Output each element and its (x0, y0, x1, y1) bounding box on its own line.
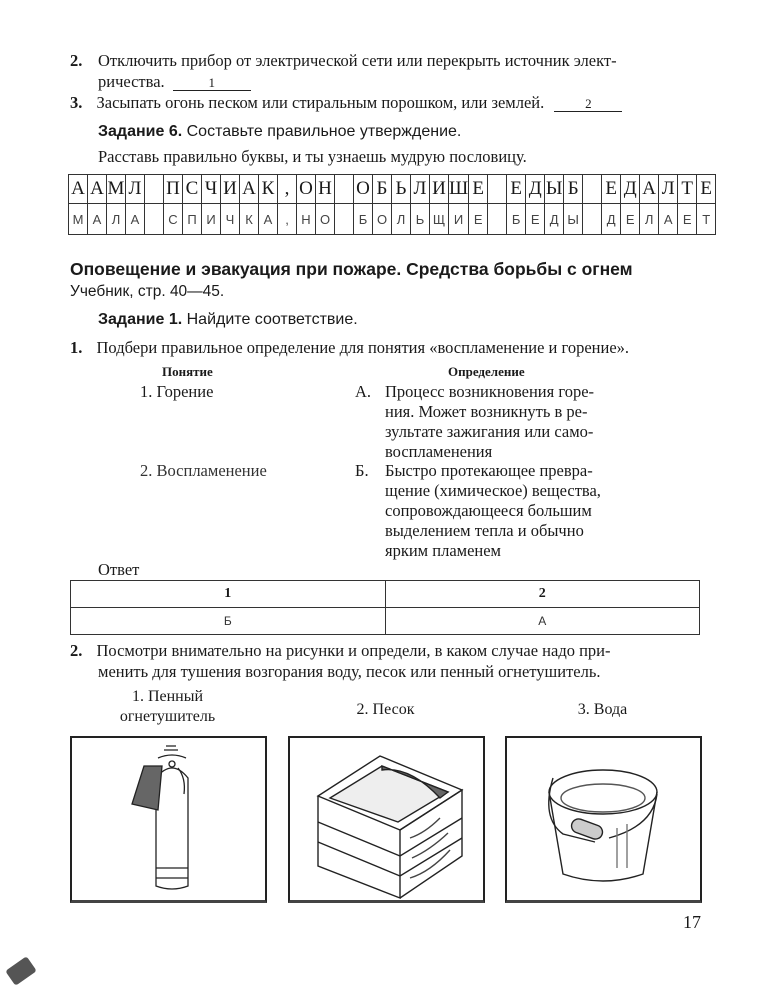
definition-text (385, 461, 601, 561)
empty-cell (335, 175, 354, 204)
letter-cell: Ч (202, 175, 221, 204)
letter-cell[interactable]: Т (697, 204, 716, 235)
letter-cell: К (259, 175, 278, 204)
picture-frame (505, 736, 702, 903)
item-2 (70, 50, 617, 71)
letter-cell[interactable]: Б (507, 204, 526, 235)
item-2-line2 (98, 71, 251, 92)
definition-text (385, 382, 594, 462)
letter-cell: П (164, 175, 183, 204)
letter-cell: Д (621, 175, 640, 204)
letter-cell: М (107, 175, 126, 204)
letter-cell: Н (316, 175, 335, 204)
letter-cell[interactable]: Н (297, 204, 316, 235)
definition-line: выделением тепла и обычно (385, 521, 584, 540)
letter-cell: И (430, 175, 449, 204)
letter-cell: Е (602, 175, 621, 204)
definition-letter: Б. (355, 461, 369, 480)
letter-cell: А (240, 175, 259, 204)
letter-cell: Д (526, 175, 545, 204)
letter-cell[interactable]: М (69, 204, 88, 235)
letter-cell[interactable]: А (88, 204, 107, 235)
letter-cell: Б (373, 175, 392, 204)
answer-table (70, 580, 700, 635)
column-header-definition: Определение (448, 364, 525, 379)
letter-cell[interactable]: И (449, 204, 469, 235)
concept-item: 2. Воспламенение (140, 461, 267, 480)
letter-cell[interactable]: И (202, 204, 221, 235)
answer-cell[interactable]: А (385, 608, 700, 635)
letter-cell: Ы (545, 175, 564, 204)
letter-cell: О (297, 175, 316, 204)
picture-caption: 2. Песок (356, 701, 415, 718)
picture-caption (70, 687, 265, 727)
definition-letter: А. (355, 382, 372, 401)
definition-line: Процесс возникновения горе- (385, 382, 595, 401)
letter-cell[interactable]: Л (392, 204, 411, 235)
question-1 (70, 338, 629, 358)
task1-heading (98, 311, 358, 329)
letter-cell[interactable]: Е (526, 204, 545, 235)
column-header-concept: Понятие (162, 364, 213, 379)
letter-cell[interactable]: А (659, 204, 678, 235)
concept-item: 1. Горение (140, 382, 214, 401)
empty-cell[interactable] (145, 204, 164, 235)
question-number: 1. (70, 338, 83, 357)
picture-frame (70, 736, 267, 903)
water-bucket-icon (507, 738, 700, 900)
letter-cell[interactable]: Е (678, 204, 697, 235)
definition-line: щение (химическое) вещества, (385, 481, 601, 500)
letter-cell[interactable]: Б (354, 204, 373, 235)
letter-cell: И (221, 175, 240, 204)
task-title: Найдите соответствие. (186, 311, 358, 328)
letter-cell[interactable]: Ь (411, 204, 430, 235)
definition-line: воспламенения (385, 442, 493, 461)
picture-caption: 3. Вода (577, 701, 628, 718)
empty-cell (583, 175, 602, 204)
letter-cell: Ь (392, 175, 411, 204)
letter-cell: Л (659, 175, 678, 204)
definition-line: ния. Может возникнуть в ре- (385, 402, 588, 421)
picture-frame (288, 736, 485, 903)
letter-cell: Б (564, 175, 583, 204)
answer-cell[interactable]: Б (71, 608, 386, 635)
section-title: Оповещение и эвакуация при пожаре. Средства борьбы с огнем (70, 259, 633, 279)
question-number: 2. (70, 641, 83, 660)
letter-cell: А (88, 175, 107, 204)
task6-instruction: Расставь правильно буквы, и ты узнаешь мудрую пословицу. (98, 147, 527, 166)
letter-cell: Е (697, 175, 716, 204)
letter-cell[interactable]: О (373, 204, 392, 235)
answer-label: Ответ (98, 560, 140, 579)
letter-cell: Ш (449, 175, 469, 204)
empty-cell[interactable] (488, 204, 507, 235)
answer-row (69, 204, 716, 235)
fire-extinguisher-icon (72, 738, 265, 900)
letter-cell[interactable]: А (126, 204, 145, 235)
page-number: 17 (683, 912, 701, 932)
letter-cell[interactable]: Щ (430, 204, 449, 235)
letter-cell[interactable]: Ч (221, 204, 240, 235)
letter-cell: Л (126, 175, 145, 204)
definition-line: Быстро протекающее превра- (385, 461, 593, 480)
answer-header: 1 (71, 581, 386, 608)
textbook-reference: Учебник, стр. 40—45. (70, 283, 225, 300)
empty-cell[interactable] (583, 204, 602, 235)
letter-cell[interactable]: К (240, 204, 259, 235)
sand-box-icon (290, 738, 483, 900)
answer-blank[interactable]: 2 (554, 97, 622, 112)
letter-cell[interactable]: Д (545, 204, 564, 235)
item-text: Засыпать огонь песком или стиральным порошком, или землей. (96, 93, 545, 112)
task-label: Задание 6. (98, 123, 183, 140)
letter-cell: Л (411, 175, 430, 204)
question-text: менить для тушения возгорания воду, песок или пенный огнетушитель. (98, 662, 601, 681)
letter-cell[interactable]: А (259, 204, 278, 235)
answer-blank[interactable]: 1 (173, 76, 251, 91)
item-text: ричества. (98, 72, 165, 91)
task-title: Составьте правильное утверждение. (186, 123, 462, 140)
caption-line: 1. Пенный (131, 688, 204, 705)
watermark-logo-icon (5, 956, 37, 986)
letter-cell[interactable]: Л (640, 204, 659, 235)
item-3 (70, 92, 622, 113)
letter-cell[interactable]: П (183, 204, 202, 235)
letter-cell: О (354, 175, 373, 204)
task6-heading (98, 123, 461, 141)
question-text: Подбери правильное определение для понятия «воспламенение и горение». (96, 338, 630, 357)
scrambled-row (69, 175, 716, 204)
answer-header: 2 (385, 581, 700, 608)
letter-cell[interactable]: , (278, 204, 297, 235)
letter-cell: Е (469, 175, 488, 204)
empty-cell[interactable] (335, 204, 354, 235)
letter-cell[interactable]: О (316, 204, 335, 235)
item-number: 3. (70, 93, 83, 112)
letter-cell: С (183, 175, 202, 204)
letter-cell[interactable]: Ы (564, 204, 583, 235)
definition-b (355, 461, 601, 560)
letters-grid (68, 174, 716, 235)
letter-cell[interactable]: Е (469, 204, 488, 235)
letter-cell: А (69, 175, 88, 204)
definition-line: зультате зажигания или само- (385, 422, 594, 441)
letter-cell[interactable]: С (164, 204, 183, 235)
definition-line: сопровождающееся большим (385, 501, 592, 520)
question-text: Посмотри внимательно на рисунки и определи, в каком случае надо при- (96, 641, 611, 660)
task-label: Задание 1. (98, 311, 183, 328)
item-number: 2. (70, 51, 83, 70)
caption-line: огнетушитель (119, 708, 216, 725)
letter-cell: А (640, 175, 659, 204)
letter-cell: , (278, 175, 297, 204)
letter-cell: Е (507, 175, 526, 204)
definition-a (355, 382, 595, 461)
empty-cell (145, 175, 164, 204)
letter-cell: Т (678, 175, 697, 204)
definition-line: ярким пламенем (385, 541, 501, 560)
letter-cell[interactable]: Л (107, 204, 126, 235)
letter-cell[interactable]: Д (602, 204, 621, 235)
item-text: Отключить прибор от электрической сети или перекрыть источник элект- (98, 51, 617, 70)
letter-cell[interactable]: Е (621, 204, 640, 235)
question-2 (70, 640, 611, 661)
empty-cell (488, 175, 507, 204)
